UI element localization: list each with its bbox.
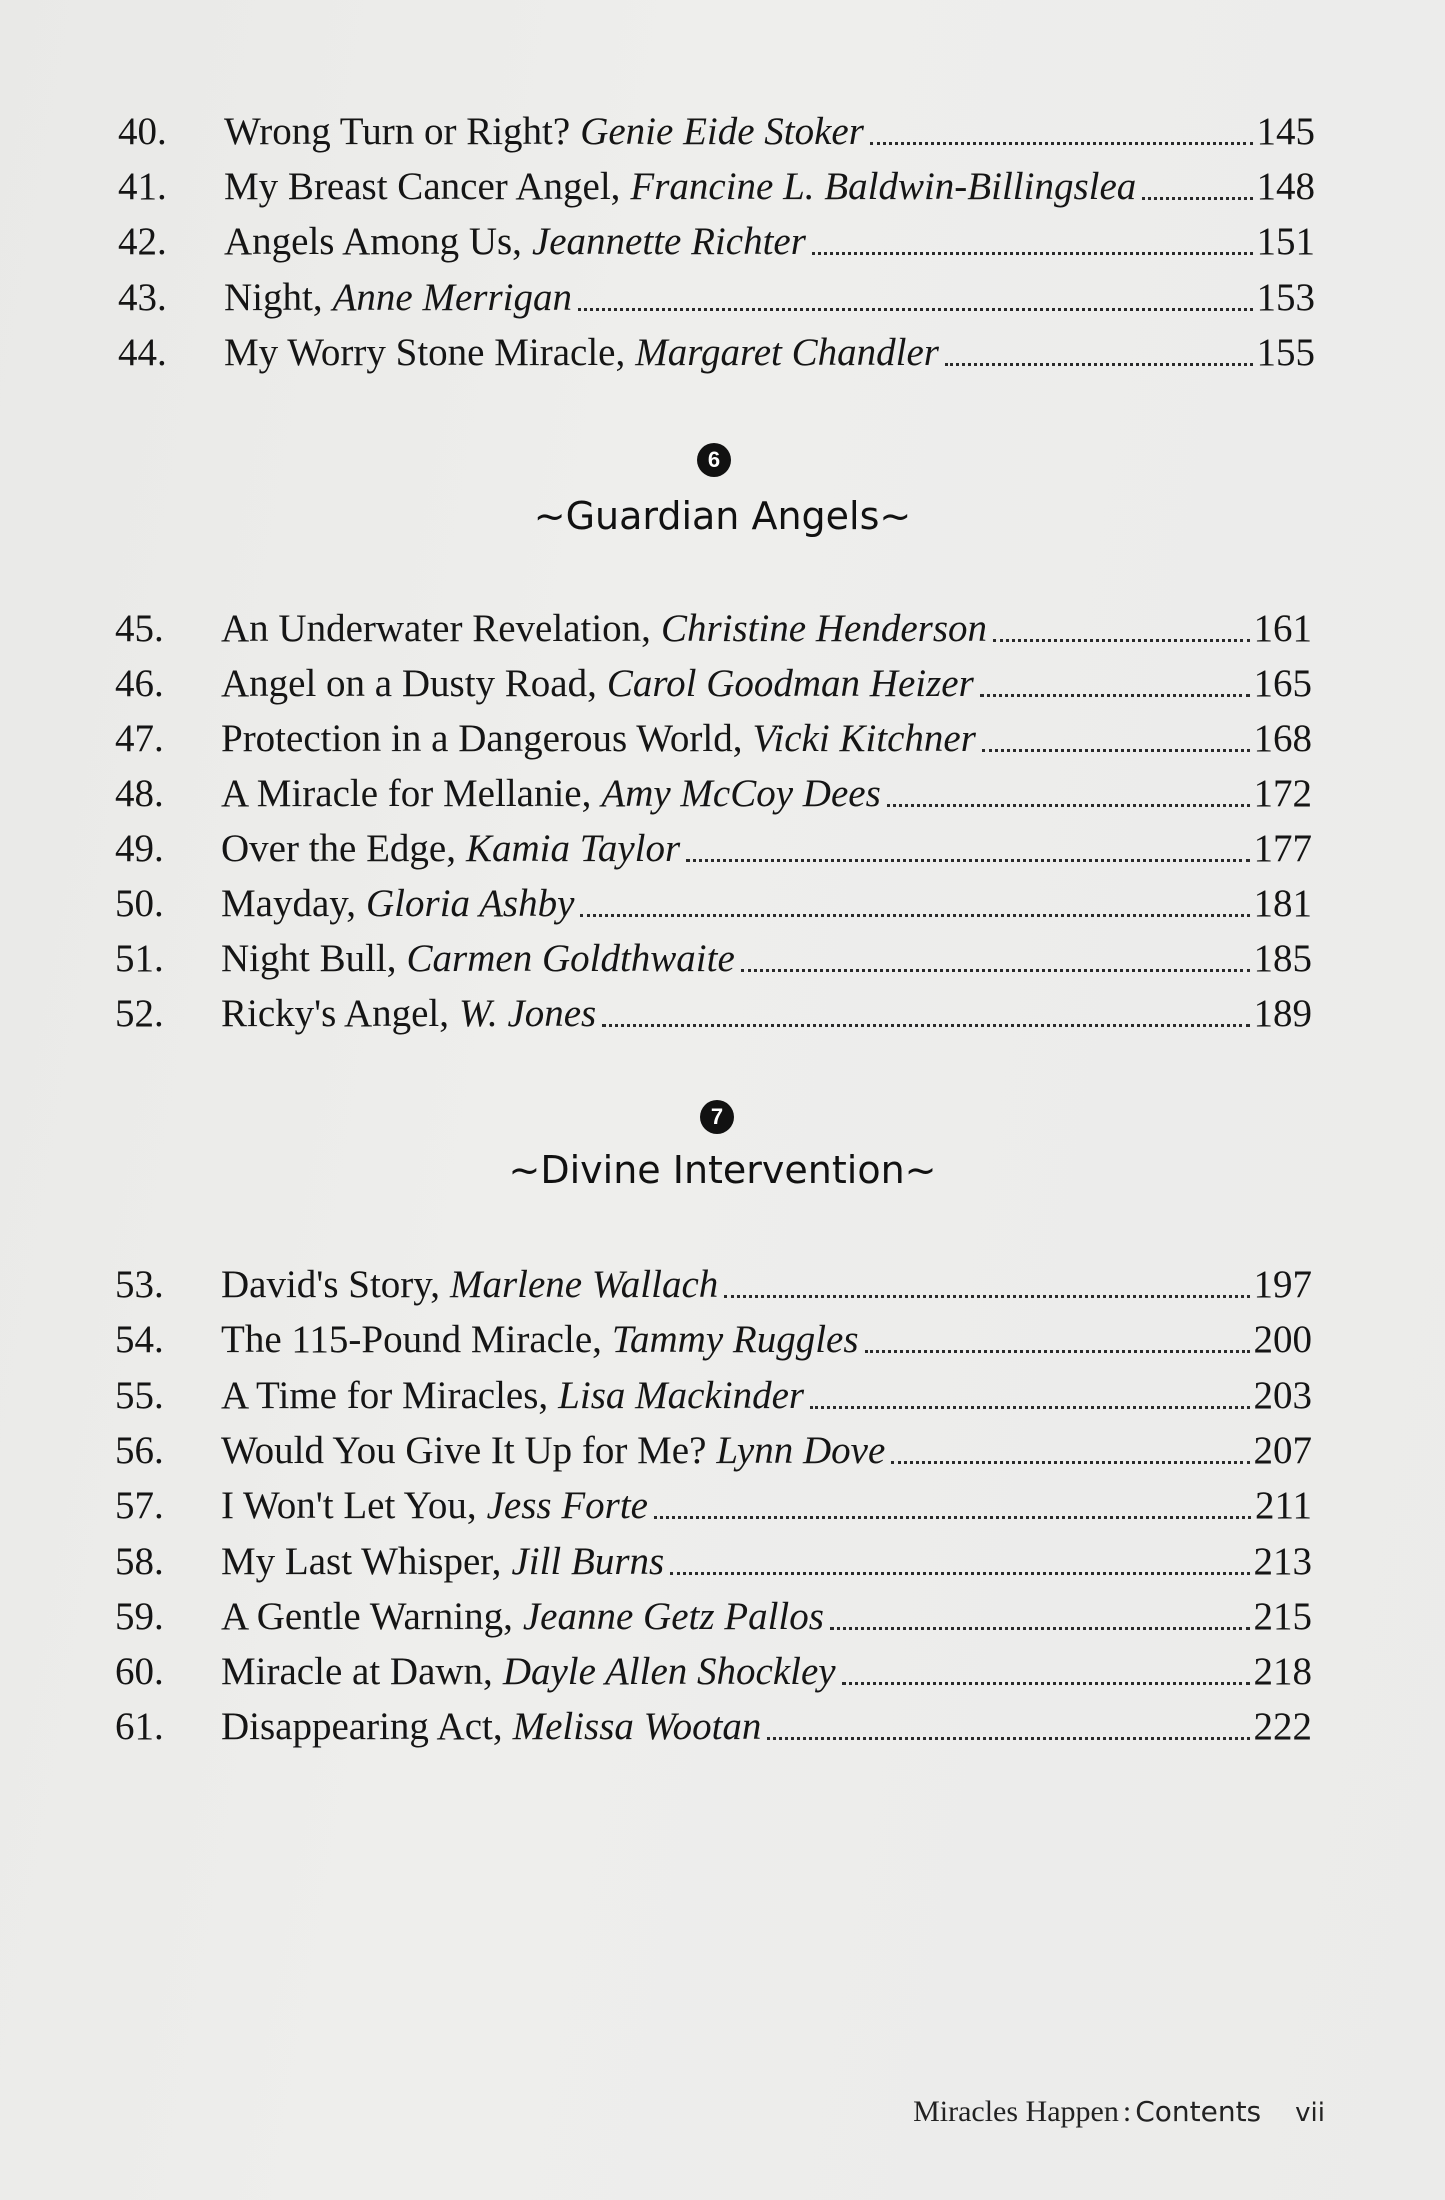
entry-page-number: 215: [1253, 1595, 1312, 1638]
entry-title: An Underwater Revelation,: [221, 607, 651, 650]
toc-entry: [115, 1371, 1312, 1421]
entry-page-number: 177: [1253, 827, 1312, 870]
entry-author: Anne Merrigan: [332, 276, 572, 319]
toc-entry: [118, 162, 1315, 212]
dot-leader: [654, 1516, 1251, 1519]
dot-leader: [812, 252, 1253, 255]
entry-number: 54.: [115, 1318, 164, 1361]
toc-entry: [118, 107, 1315, 157]
toc-entry: [115, 659, 1312, 709]
entry-number: 52.: [115, 992, 164, 1035]
entry-author: Lisa Mackinder: [558, 1374, 805, 1417]
entry-title: Night,: [224, 276, 323, 319]
entry-author: Genie Eide Stoker: [580, 110, 864, 153]
entry-title: David's Story,: [221, 1263, 440, 1306]
dot-leader: [810, 1406, 1249, 1409]
page-footer: [913, 2095, 1325, 2129]
entry-author: Jeannette Richter: [531, 220, 806, 263]
section-number-badge: 6: [697, 443, 731, 477]
entry-title: Protection in a Dangerous World,: [221, 717, 743, 760]
entry-author: Lynn Dove: [716, 1429, 886, 1472]
footer-book-title: Miracles Happen: [913, 2095, 1119, 2128]
entry-page-number: 200: [1253, 1318, 1312, 1361]
entry-number: 57.: [115, 1484, 164, 1527]
entry-page-number: 185: [1253, 937, 1312, 980]
footer-section-label: Contents: [1135, 2095, 1262, 2128]
toc-entry: [118, 273, 1315, 323]
toc-entry: [115, 1592, 1312, 1642]
entry-author: Gloria Ashby: [366, 882, 575, 925]
entry-page-number: 172: [1253, 772, 1312, 815]
entry-author: Jill Burns: [511, 1540, 665, 1583]
entry-author: Marlene Wallach: [450, 1263, 719, 1306]
dot-leader: [578, 308, 1253, 311]
entry-author: Vicki Kitchner: [752, 717, 976, 760]
entry-title: A Miracle for Mellanie,: [221, 772, 592, 815]
entry-author: W. Jones: [459, 992, 597, 1035]
dot-leader: [870, 142, 1253, 145]
dot-leader: [602, 1024, 1249, 1027]
entry-page-number: 222: [1253, 1705, 1312, 1748]
entry-title: Angel on a Dusty Road,: [221, 662, 597, 705]
entry-title: I Won't Let You,: [221, 1484, 477, 1527]
footer-page-number: vii: [1295, 2098, 1325, 2128]
entry-page-number: 218: [1253, 1650, 1312, 1693]
entry-number: 53.: [115, 1263, 164, 1306]
toc-entry: [115, 1260, 1312, 1310]
toc-entry: [115, 934, 1312, 984]
entry-number: 58.: [115, 1540, 164, 1583]
entry-page-number: 197: [1253, 1263, 1312, 1306]
entry-page-number: 151: [1256, 220, 1315, 263]
dot-leader: [767, 1737, 1249, 1740]
toc-entry: [115, 769, 1312, 819]
dot-leader: [891, 1461, 1249, 1464]
entry-number: 55.: [115, 1374, 164, 1417]
entry-number: 61.: [115, 1705, 164, 1748]
entry-author: Kamia Taylor: [466, 827, 681, 870]
entry-author: Margaret Chandler: [635, 331, 939, 374]
toc-entry: [115, 879, 1312, 929]
entry-number: 56.: [115, 1429, 164, 1472]
entry-number: 45.: [115, 607, 164, 650]
entry-page-number: 168: [1253, 717, 1312, 760]
entry-title: Mayday,: [221, 882, 357, 925]
dot-leader: [980, 694, 1250, 697]
toc-entry: [115, 824, 1312, 874]
entry-title: Over the Edge,: [221, 827, 456, 870]
entry-title: Would You Give It Up for Me?: [221, 1429, 707, 1472]
toc-entry: [115, 604, 1312, 654]
section-title: ~Divine Intervention~: [508, 1148, 937, 1192]
entry-author: Melissa Wootan: [512, 1705, 762, 1748]
entry-page-number: 145: [1256, 110, 1315, 153]
entry-number: 60.: [115, 1650, 164, 1693]
entry-author: Carmen Goldthwaite: [406, 937, 735, 980]
entry-title: A Gentle Warning,: [221, 1595, 513, 1638]
entry-number: 47.: [115, 717, 164, 760]
entry-title: Angels Among Us,: [224, 220, 522, 263]
entry-number: 59.: [115, 1595, 164, 1638]
toc-entry: [115, 1481, 1312, 1531]
entry-number: 41.: [118, 165, 167, 208]
toc-entry: [115, 1315, 1312, 1365]
entry-title: The 115-Pound Miracle,: [221, 1318, 602, 1361]
section-title: ~Guardian Angels~: [533, 494, 912, 538]
dot-leader: [686, 859, 1249, 862]
entry-page-number: 161: [1253, 607, 1312, 650]
dot-leader: [1142, 197, 1252, 200]
entry-number: 44.: [118, 331, 167, 374]
entry-title: Miracle at Dawn,: [221, 1650, 493, 1693]
section-number-badge: 7: [700, 1100, 734, 1134]
entry-author: Carol Goodman Heizer: [606, 662, 974, 705]
toc-entry: [115, 714, 1312, 764]
entry-title: My Last Whisper,: [221, 1540, 502, 1583]
dot-leader: [580, 914, 1249, 917]
entry-title: Ricky's Angel,: [221, 992, 450, 1035]
toc-entry: [118, 328, 1315, 378]
entry-title: Disappearing Act,: [221, 1705, 503, 1748]
entry-author: Jeanne Getz Pallos: [522, 1595, 824, 1638]
toc-entry: [115, 989, 1312, 1039]
entry-author: Amy McCoy Dees: [601, 772, 881, 815]
entry-number: 42.: [118, 220, 167, 263]
entry-page-number: 213: [1253, 1540, 1312, 1583]
entry-page-number: 148: [1256, 165, 1315, 208]
entry-number: 48.: [115, 772, 164, 815]
entry-page-number: 211: [1254, 1484, 1312, 1527]
toc-entry: [115, 1537, 1312, 1587]
toc-entry: [115, 1702, 1312, 1752]
dot-leader: [670, 1572, 1249, 1575]
entry-number: 49.: [115, 827, 164, 870]
toc-entry: [115, 1426, 1312, 1476]
dot-leader: [830, 1627, 1250, 1630]
dot-leader: [842, 1682, 1250, 1685]
entry-number: 51.: [115, 937, 164, 980]
dot-leader: [741, 969, 1250, 972]
dot-leader: [945, 363, 1253, 366]
entry-title: Wrong Turn or Right?: [224, 110, 571, 153]
toc-entry: [118, 217, 1315, 267]
entry-title: Night Bull,: [221, 937, 397, 980]
entry-number: 40.: [118, 110, 167, 153]
entry-author: Francine L. Baldwin-Billingslea: [630, 165, 1137, 208]
entry-title: My Breast Cancer Angel,: [224, 165, 621, 208]
entry-page-number: 153: [1256, 276, 1315, 319]
entry-page-number: 155: [1256, 331, 1315, 374]
entry-page-number: 207: [1253, 1429, 1312, 1472]
entry-title: A Time for Miracles,: [221, 1374, 549, 1417]
dot-leader: [982, 749, 1250, 752]
entry-number: 50.: [115, 882, 164, 925]
entry-title: My Worry Stone Miracle,: [224, 331, 626, 374]
entry-author: Dayle Allen Shockley: [502, 1650, 836, 1693]
entry-author: Jess Forte: [486, 1484, 648, 1527]
dot-leader: [993, 639, 1249, 642]
dot-leader: [865, 1350, 1250, 1353]
entry-number: 46.: [115, 662, 164, 705]
entry-author: Christine Henderson: [660, 607, 988, 650]
dot-leader: [887, 804, 1250, 807]
toc-entry: [115, 1647, 1312, 1697]
dot-leader: [724, 1295, 1249, 1298]
entry-author: Tammy Ruggles: [611, 1318, 859, 1361]
entry-page-number: 165: [1253, 662, 1312, 705]
entry-page-number: 181: [1253, 882, 1312, 925]
footer-separator: :: [1122, 2095, 1132, 2128]
entry-page-number: 203: [1253, 1374, 1312, 1417]
entry-number: 43.: [118, 276, 167, 319]
entry-page-number: 189: [1253, 992, 1312, 1035]
